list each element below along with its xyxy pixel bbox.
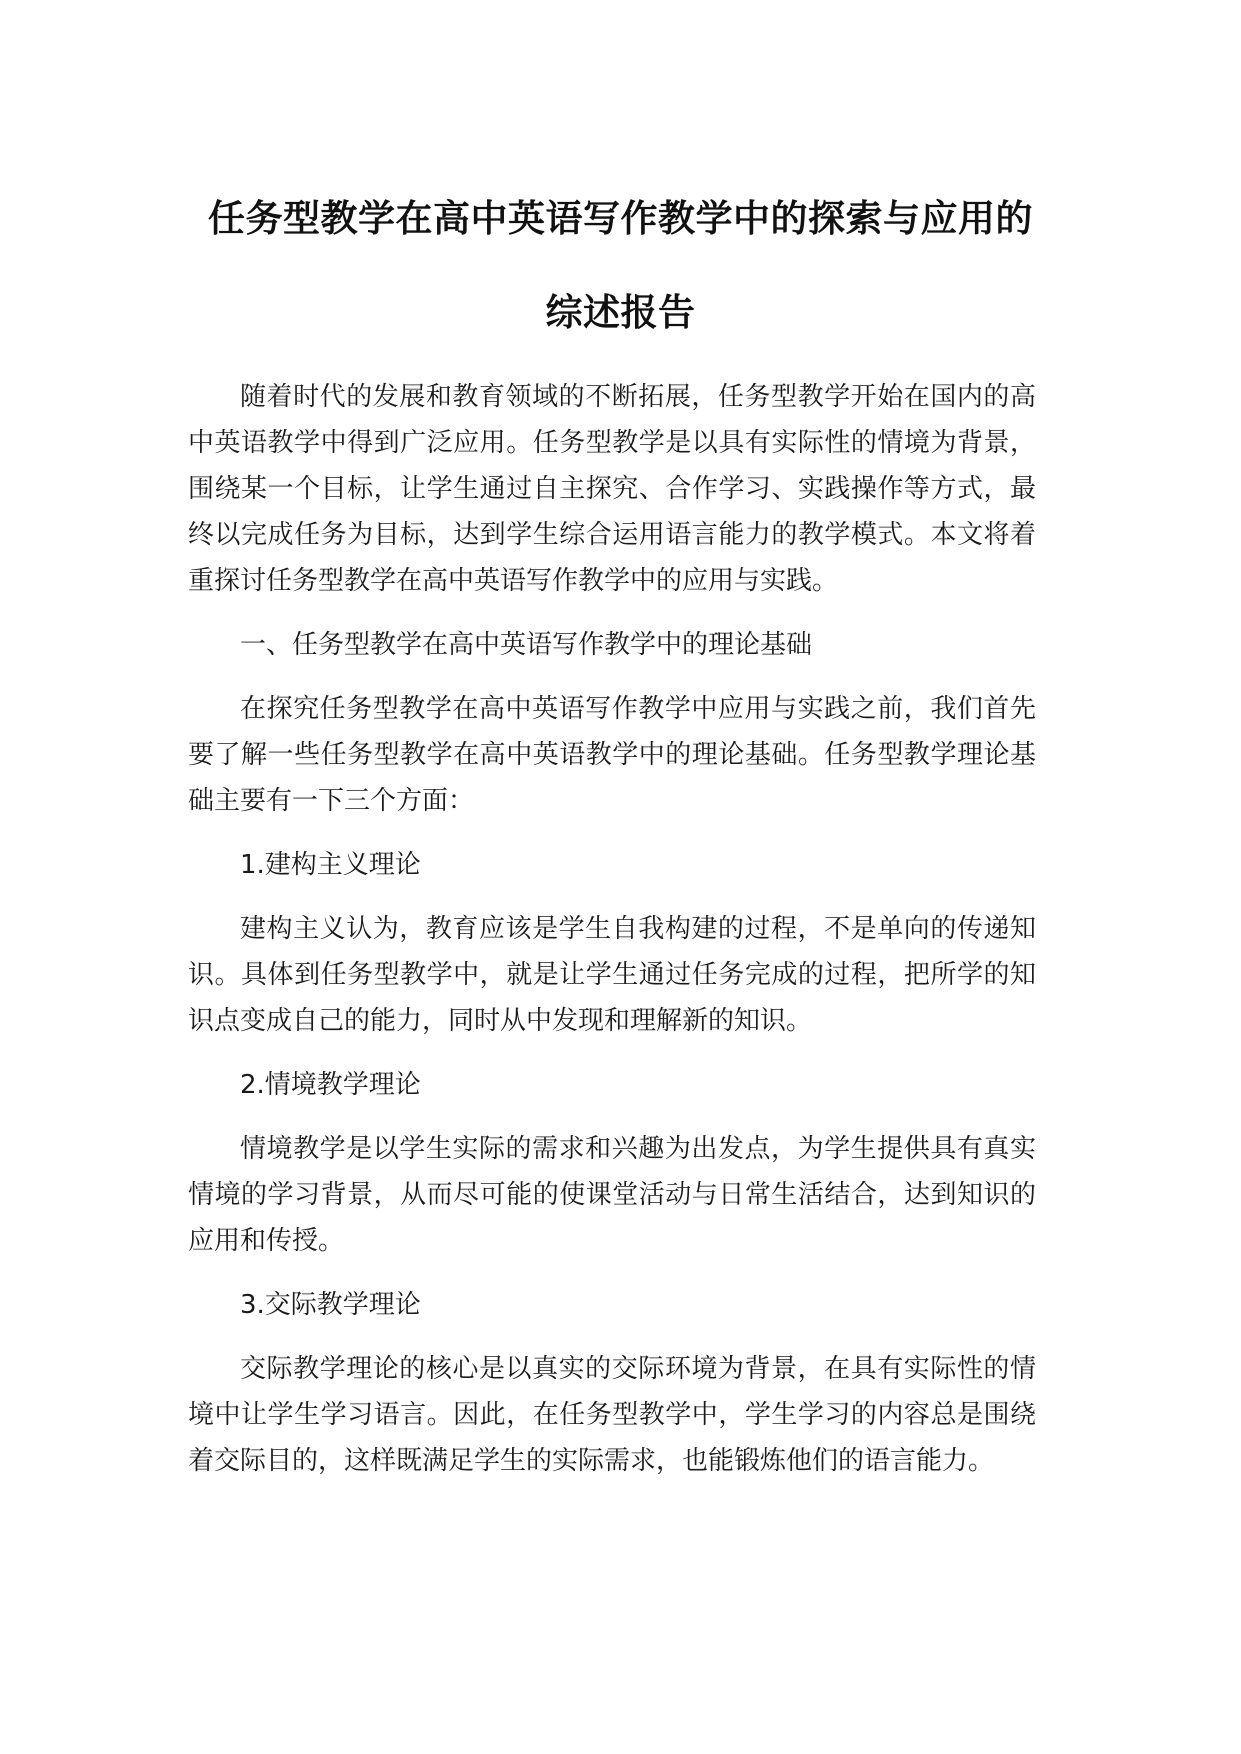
document-body xyxy=(188,374,1036,1502)
paragraph-communicative: 交际教学理论的核心是以真实的交际环境为背景，在具有实际性的情境中让学生学习语言。因此，在任务型教学中，学生学习的内容总是围绕着交际目的，这样既满足学生的实际需求，也能锻炼他们的语言能力。 xyxy=(188,1354,1036,1476)
paragraph-constructivism: 建构主义认为，教育应该是学生自我构建的过程，不是单向的传递知识。具体到任务型教学中，就是让学生通过任务完成的过程，把所学的知识点变成自己的能力，同时从中发现和理解新的知识。 xyxy=(188,914,1036,1036)
title-line-1: 任务型教学在高中英语写作教学中的探索与应用的 xyxy=(208,197,1033,240)
document-title xyxy=(150,172,1091,360)
section-intro-paragraph: 在探究任务型教学在高中英语写作教学中应用与实践之前，我们首先要了解一些任务型教学在高中英语教学中的理论基础。任务型教学理论基础主要有一下三个方面： xyxy=(188,694,1036,816)
intro-paragraph: 随着时代的发展和教育领域的不断拓展，任务型教学开始在国内的高中英语教学中得到广泛应用。任务型教学是以具有实际性的情境为背景，围绕某一个目标，让学生通过自主探究、合作学习、实践操作等方式，最终以完成任务为目标，达到学生综合运用语言能力的教学模式。本文将着重探讨任务型教学在高中英语写作教学中的应用与实践。 xyxy=(188,382,1036,596)
subheading-constructivism: 1.建构主义理论 xyxy=(240,850,421,880)
paragraph-situational: 情境教学是以学生实际的需求和兴趣为出发点，为学生提供具有真实情境的学习背景，从而尽可能的使课堂活动与日常生活结合，达到知识的应用和传授。 xyxy=(188,1134,1036,1256)
subheading-situational: 2.情境教学理论 xyxy=(240,1070,421,1100)
title-line-2: 综述报告 xyxy=(545,291,696,334)
subheading-communicative: 3.交际教学理论 xyxy=(240,1290,421,1320)
section-heading: 一、任务型教学在高中英语写作教学中的理论基础 xyxy=(240,630,813,660)
